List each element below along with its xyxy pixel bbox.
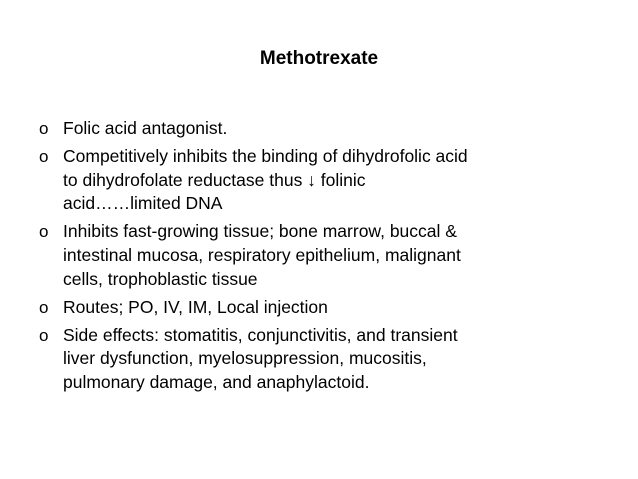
bullet-line: cells, trophoblastic tissue xyxy=(63,268,258,289)
slide-title: Methotrexate xyxy=(259,48,379,69)
bullet-marker: o xyxy=(39,222,49,242)
bullet-line: Side effects: stomatitis, conjunctivitis, and transient xyxy=(63,324,458,345)
bullet-target-tissues xyxy=(39,220,599,291)
bullet-marker: o xyxy=(39,297,49,317)
bullet-marker: o xyxy=(39,325,49,345)
bullet-line: pulmonary damage, and anaphylactoid. xyxy=(63,371,370,392)
bullet-line: Inhibits fast-growing tissue; bone marrow, buccal & xyxy=(63,221,457,242)
bullet-folic-acid-antagonist xyxy=(39,117,599,141)
bullet-line: Competitively inhibits the binding of dihydrofolic acid xyxy=(63,146,468,167)
bullet-line: to dihydrofolate reductase thus ↓ folinic xyxy=(63,169,366,190)
bullet-list xyxy=(39,117,599,399)
bullet-line: intestinal mucosa, respiratory epithelium, malignant xyxy=(63,244,461,265)
bullet-line: Routes; PO, IV, IM, Local injection xyxy=(63,296,328,317)
bullet-marker: o xyxy=(39,147,49,167)
bullet-line: Folic acid antagonist. xyxy=(63,118,228,138)
bullet-mechanism xyxy=(39,145,599,216)
bullet-routes xyxy=(39,296,599,320)
bullet-line: liver dysfunction, myelosuppression, mucositis, xyxy=(63,348,427,369)
bullet-line: acid……limited DNA xyxy=(63,193,223,214)
bullet-side-effects xyxy=(39,324,599,395)
bullet-marker: o xyxy=(39,119,49,138)
